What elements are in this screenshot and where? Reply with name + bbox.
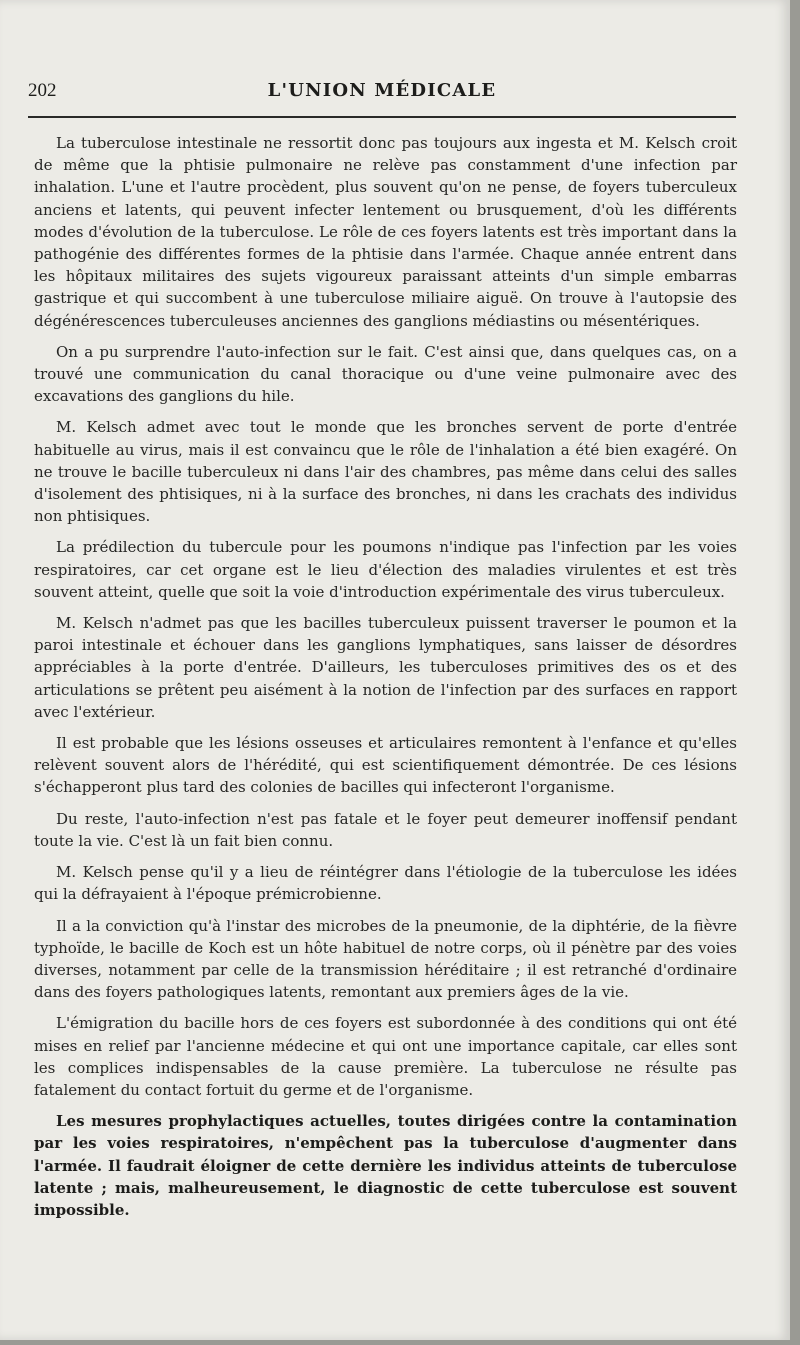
paragraph: On a pu surprendre l'auto-infection sur le fait. C'est ainsi que, dans quelques cas, on a trouvé une communication du canal thoracique ou d'une veine pulmonaire avec des excavations des ganglions du hile. — [34, 342, 737, 406]
paragraph: Il a la conviction qu'à l'instar des microbes de la pneumonie, de la diphtérie, de la fièvre typhoïde, le bacille de Koch est un hôte habituel de notre corps, où il pénètre par des voies diverses, notamment par celle de la transmission héréditaire ; il est retranché d'ordinaire dans des foyers pathologiques latents, remontant aux premiers âges de la vie. — [34, 916, 737, 1002]
paragraph: M. Kelsch pense qu'il y a lieu de réintégrer dans l'étiologie de la tuberculose les idées qui la défrayaient à l'époque prémicrobienne. — [34, 863, 737, 904]
page-number: 202 — [28, 80, 57, 101]
paragraph: Du reste, l'auto-infection n'est pas fatale et le foyer peut demeurer inoffensif pendant toute la vie. C'est là un fait bien connu. — [34, 809, 737, 850]
paragraph: Les mesures prophylactiques actuelles, toutes dirigées contre la contamination par les voies respiratoires, n'empêchent pas la tuberculose d'augmenter dans l'armée. Il faudrait éloigner de cette dernière les individus atteints de tuberculose latente ; mais, malheureusement, le diagnostic de cette tuberculose est souvent impossible. — [34, 1112, 737, 1219]
paragraph: M. Kelsch n'admet pas que les bacilles tuberculeux puissent traverser le poumon et la paroi intestinale et échouer dans les ganglions lymphatiques, sans laisser de désordres appréciables à la porte d'entrée. D'ailleurs, les tuberculoses primitives des os et des articulations se prêtent peu aisément à la notion de l'infection par des surfaces en rapport avec l'extérieur. — [34, 614, 737, 721]
paragraph: La prédilection du tubercule pour les poumons n'indique pas l'infection par les voies respiratoires, car cet organe est le lieu d'élection des maladies virulentes et est très souvent atteint, quelle que soit la voie d'introduction expérimentale des virus tuberculeux. — [34, 538, 737, 601]
article-body — [34, 132, 737, 1230]
running-title: L'UNION MÉDICALE — [267, 80, 497, 101]
page-header — [28, 80, 736, 106]
paragraph: M. Kelsch admet avec tout le monde que les bronches servent de porte d'entrée habituelle au virus, mais il est convaincu que le rôle de l'inhalation a été bien exagéré. On ne trouve le bacille tuberculeux ni dans l'air des chambres, pas même dans celui des salles d'isolement des phtisiques, ni à la surface des bronches, ni dans les crachats des individus non phtisiques. — [34, 418, 737, 526]
paragraph: L'émigration du bacille hors de ces foyers est subordonnée à des conditions qui ont été mises en relief par l'ancienne médecine et qui ont une importance capitale, car elles sont les complices indispensables de la cause première. La tuberculose ne résulte pas fatalement du contact fortuit du germe et de l'organisme. — [34, 1014, 737, 1099]
paragraph: La tuberculose intestinale ne ressortit donc pas toujours aux ingesta et M. Kelsch croit de même que la phtisie pulmonaire ne relève pas constamment d'une infection par inhalation. L'une et l'autre procèdent, plus souvent qu'on ne pense, de foyers tuberculeux anciens et latents, qui peuvent infecter lentement ou brusquement, d'où les différents modes d'évolution de la tuberculose. Le rôle de ces foyers latents est très important dans la pathogénie des différentes formes de la phtisie dans l'armée. Chaque année entrent dans les hôpitaux militaires des sujets vigoureux paraissant atteints d'un simple embarras gastrique et qui succombent à une tuberculose miliaire aiguë. On trouve à l'autopsie des dégénérescences tuberculeuses anciennes des ganglions médiastins ou mésentériques. — [34, 134, 737, 330]
header-rule — [28, 116, 736, 118]
paragraph: Il est probable que les lésions osseuses et articulaires remontent à l'enfance et qu'elles relèvent souvent alors de l'hérédité, qui est scientifiquement démontrée. De ces lésions s'échapperont plus tard des colonies de bacilles qui infecteront l'organisme. — [34, 734, 737, 797]
